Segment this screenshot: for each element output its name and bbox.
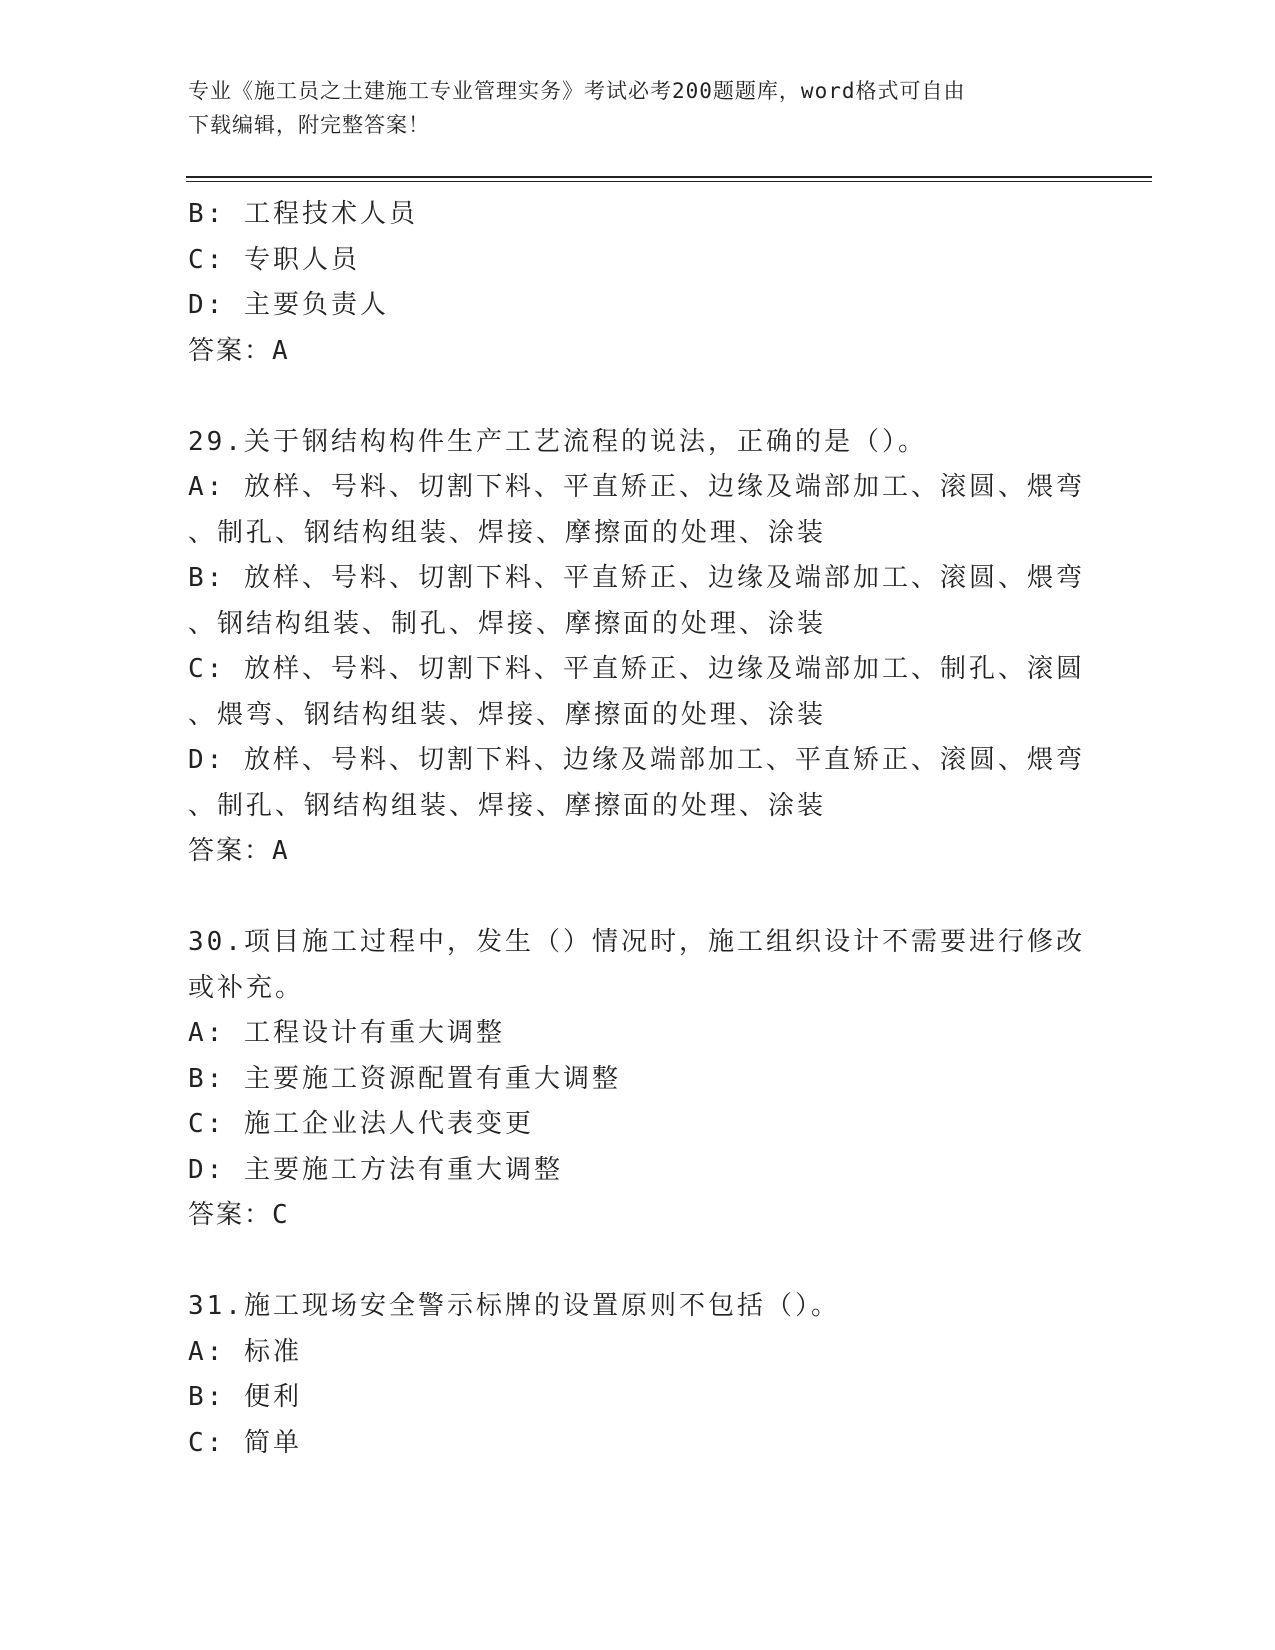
question-stem: 29.关于钢结构构件生产工艺流程的说法，正确的是（）。 bbox=[188, 426, 927, 457]
option-c: C: 放样、号料、切割下料、平直矫正、边缘及端部加工、制孔、滚圆 bbox=[188, 654, 1085, 684]
option-d: D: 主要负责人 bbox=[188, 290, 389, 320]
question-stem-continued: 或补充。 bbox=[188, 972, 305, 1003]
option-d-continued: 、制孔、钢结构组装、焊接、摩擦面的处理、涂装 bbox=[188, 790, 827, 821]
header-line-2: 下载编辑，附完整答案！ bbox=[188, 113, 430, 137]
header-divider-thick bbox=[186, 176, 1152, 178]
answer-line: 答案：A bbox=[188, 836, 290, 866]
question-spacer bbox=[188, 875, 1088, 921]
option-a: A: 标准 bbox=[188, 1336, 302, 1367]
option-a: A: 放样、号料、切割下料、平直矫正、边缘及端部加工、滚圆、煨弯 bbox=[188, 472, 1085, 502]
answer-line: 答案：A bbox=[188, 335, 290, 366]
option-b: B: 放样、号料、切割下料、平直矫正、边缘及端部加工、滚圆、煨弯 bbox=[188, 563, 1085, 593]
question-29 bbox=[188, 420, 1088, 875]
option-b-continued: 、钢结构组装、制孔、焊接、摩擦面的处理、涂装 bbox=[188, 608, 827, 639]
document-header bbox=[188, 74, 1068, 142]
question-spacer bbox=[188, 374, 1088, 420]
option-a: A: 工程设计有重大调整 bbox=[188, 1018, 505, 1048]
question-list bbox=[188, 192, 1088, 1466]
question-stem: 30.项目施工过程中，发生（）情况时，施工组织设计不需要进行修改 bbox=[188, 927, 1085, 957]
option-d: D: 放样、号料、切割下料、边缘及端部加工、平直矫正、滚圆、煨弯 bbox=[188, 745, 1085, 775]
question-spacer bbox=[188, 1239, 1088, 1285]
option-b: B: 便利 bbox=[188, 1382, 302, 1412]
option-c-continued: 、煨弯、钢结构组装、焊接、摩擦面的处理、涂装 bbox=[188, 699, 827, 730]
option-b: B: 主要施工资源配置有重大调整 bbox=[188, 1063, 621, 1094]
option-c: C: 简单 bbox=[188, 1427, 302, 1458]
option-c: C: 施工企业法人代表变更 bbox=[188, 1109, 534, 1139]
option-a-continued: 、制孔、钢结构组装、焊接、摩擦面的处理、涂装 bbox=[188, 517, 827, 548]
header-divider-thin bbox=[186, 181, 1152, 182]
question-stem: 31.施工现场安全警示标牌的设置原则不包括（）。 bbox=[188, 1291, 840, 1321]
option-c: C: 专职人员 bbox=[188, 244, 360, 275]
question-31 bbox=[188, 1284, 1088, 1466]
header-line-1: 专业《施工员之土建施工专业管理实务》考试必考200题题库，word格式可自由 bbox=[188, 79, 966, 103]
question-30 bbox=[188, 920, 1088, 1239]
option-b: B: 工程技术人员 bbox=[188, 199, 418, 229]
question-28-tail bbox=[188, 192, 1088, 374]
option-d: D: 主要施工方法有重大调整 bbox=[188, 1154, 563, 1185]
answer-line: 答案：C bbox=[188, 1200, 290, 1230]
